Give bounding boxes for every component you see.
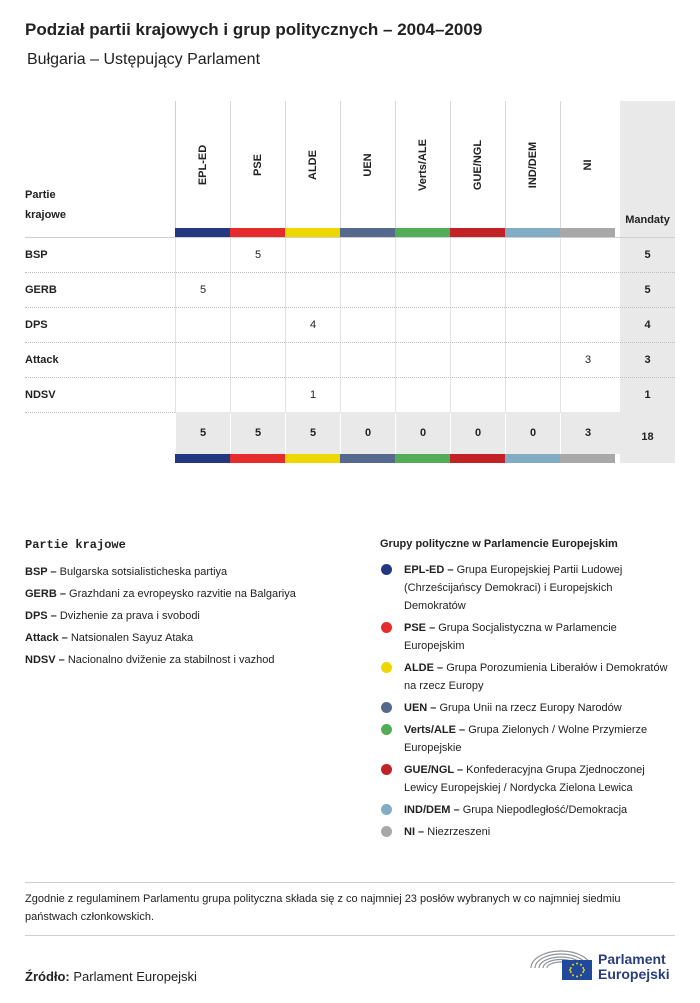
group-code-label: UEN: [362, 153, 374, 177]
group-column-header: [560, 101, 615, 228]
group-full-name: Grupa Niepodległość/Demokracja: [462, 804, 628, 816]
table-row: [25, 342, 675, 377]
table-cell: 4: [285, 308, 340, 343]
group-column-header: [175, 101, 230, 228]
table-cell: [450, 273, 505, 308]
group-color-bar-bottom: [340, 454, 395, 463]
table-cell: [285, 273, 340, 308]
group-color-bar-bottom: [505, 454, 560, 463]
table-cell: [230, 343, 285, 378]
table-cell: [395, 378, 450, 413]
group-code-label: IND/DEM: [527, 141, 539, 189]
party-legend-item: [25, 583, 355, 605]
note-divider-bottom: [25, 935, 675, 936]
group-color-dot-icon: [381, 622, 392, 633]
row-mandates: 5: [644, 284, 651, 296]
logo-text: [598, 952, 670, 982]
table-cell: [450, 238, 505, 273]
parties-header-line2: krajowe: [25, 209, 66, 221]
party-abbr: DPS –: [25, 610, 57, 622]
group-code-label: PSE: [252, 153, 264, 177]
group-abbr: EPL-ED –: [404, 564, 454, 576]
table-row: [25, 272, 675, 307]
group-code-label: ALDE: [307, 150, 319, 180]
group-abbr: IND/DEM –: [404, 804, 460, 816]
table-cell: [560, 378, 615, 413]
party-abbr: BSP –: [25, 566, 57, 578]
table-cell: [340, 343, 395, 378]
group-color-dot-icon: [381, 724, 392, 735]
group-color-dot-icon: [381, 564, 392, 575]
table-cell: [505, 238, 560, 273]
group-color-bar-bottom: [395, 454, 450, 463]
table-cell: [505, 378, 560, 413]
party-abbr: Attack –: [25, 632, 68, 644]
group-abbr: ALDE –: [404, 662, 444, 674]
group-column-header: [505, 101, 560, 228]
group-column-header: [340, 101, 395, 228]
group-abbr: GUE/NGL –: [404, 764, 464, 776]
table-cell: [395, 273, 450, 308]
table-cell: [285, 343, 340, 378]
group-full-name: Grupa Europejskiej Partii Ludowej (Chrześcijańscy Demokraci) i Europejskich Demokratów: [404, 564, 623, 612]
group-full-name: Grupa Unii na rzecz Europy Narodów: [439, 702, 622, 714]
source-label: Źródło:: [25, 969, 70, 984]
group-color-dot-icon: [381, 702, 392, 713]
footnote: Zgodnie z regulaminem Parlamentu grupa polityczna składa się z co najmniej 23 posłów wybranych w co najmniej siedmiu państwach członkowskich.: [25, 893, 621, 923]
table-cell: [560, 238, 615, 273]
group-code-label: Verts/ALE: [417, 139, 429, 191]
groups-legend-title: Grupy polityczne w Parlamencie Europejskim: [380, 538, 618, 550]
group-color-bar-bottom: [450, 454, 505, 463]
grand-total: 18: [641, 431, 654, 443]
group-abbr: UEN –: [404, 702, 437, 714]
row-mandates: 3: [644, 354, 651, 366]
row-mandates: 1: [644, 389, 651, 401]
party-full-name: Natsionalen Sayuz Ataka: [70, 632, 194, 644]
party-legend-item: [25, 627, 355, 649]
group-color-bar-top: [450, 228, 505, 237]
row-mandates: 4: [644, 319, 651, 331]
group-full-name: Niezrzeszeni: [427, 826, 491, 838]
table-cell: [395, 343, 450, 378]
group-code-label: NI: [582, 159, 594, 171]
group-color-dot-icon: [381, 826, 392, 837]
table-cell: [395, 308, 450, 343]
page-title: Podział partii krajowych i grup politycznych – 2004–2009: [25, 20, 483, 39]
table-cell: [175, 238, 230, 273]
table-cell: [340, 378, 395, 413]
table-cell: [340, 273, 395, 308]
party-legend-item: [25, 649, 355, 671]
group-legend-item: [380, 699, 675, 717]
group-full-name: Grupa Porozumienia Liberałów i Demokratów na rzecz Europy: [404, 662, 668, 692]
totals-divider: [25, 412, 175, 413]
row-mandates: 5: [644, 249, 651, 261]
group-legend-item: [380, 801, 675, 819]
page-subtitle: Bułgaria – Ustępujący Parlament: [27, 51, 261, 68]
table-cell: [505, 308, 560, 343]
group-legend-item: [380, 761, 675, 797]
party-abbr: GERB –: [25, 588, 66, 600]
group-legend-item: [380, 659, 675, 695]
party-full-name: Dvizhenie za prava i svobodi: [59, 610, 200, 622]
table-cell: [450, 308, 505, 343]
column-total: 5: [175, 412, 230, 454]
party-name: NDSV: [25, 389, 56, 401]
parties-header-line1: Partie: [25, 189, 56, 201]
table-row: [25, 237, 675, 272]
table-row: [25, 377, 675, 412]
group-color-bar-top: [395, 228, 450, 237]
groups-legend: [380, 538, 675, 845]
table-cell: 1: [285, 378, 340, 413]
group-column-header: [285, 101, 340, 228]
table-row: [25, 307, 675, 342]
table-cell: [340, 238, 395, 273]
party-name: Attack: [25, 354, 59, 366]
parties-legend-title: Partie krajowe: [25, 538, 126, 552]
group-column-header: [395, 101, 450, 228]
table-cell: [175, 378, 230, 413]
party-full-name: Grazhdani za evropeysko razvitie na Balgariya: [69, 588, 296, 600]
group-full-name: Grupa Zielonych / Wolne Przymierze Europejskie: [404, 724, 648, 754]
group-color-dot-icon: [381, 662, 392, 673]
table-cell: [505, 273, 560, 308]
table-cell: 5: [175, 273, 230, 308]
party-name: BSP: [25, 249, 48, 261]
table-cell: [285, 238, 340, 273]
column-total: 0: [450, 412, 505, 454]
party-name: GERB: [25, 284, 57, 296]
table-cell: [230, 273, 285, 308]
table-cell: [175, 308, 230, 343]
group-color-dot-icon: [381, 804, 392, 815]
table-cell: [175, 343, 230, 378]
logo-line1: Parlament: [598, 951, 666, 967]
group-legend-item: [380, 619, 675, 655]
group-code-label: EPL-ED: [197, 144, 209, 186]
group-column-header: [230, 101, 285, 228]
logo-line2: Europejski: [598, 966, 670, 982]
note-divider-top: [25, 882, 675, 883]
column-total: 5: [285, 412, 340, 454]
source-line: [25, 969, 197, 984]
group-abbr: PSE –: [404, 622, 436, 634]
group-color-bar-top: [505, 228, 560, 237]
distribution-table: [25, 101, 675, 463]
party-legend-item: [25, 605, 355, 627]
group-color-bar-bottom: [175, 454, 230, 463]
group-color-bar-bottom: [285, 454, 340, 463]
group-color-bar-top: [175, 228, 230, 237]
party-full-name: Bulgarska sotsialisticheska partiya: [59, 566, 228, 578]
party-name: DPS: [25, 319, 48, 331]
column-total: 0: [395, 412, 450, 454]
group-color-bar-top: [230, 228, 285, 237]
group-abbr: NI –: [404, 826, 425, 838]
column-total: 0: [505, 412, 560, 454]
group-color-bar-top: [560, 228, 615, 237]
group-legend-item: [380, 721, 675, 757]
table-cell: [395, 238, 450, 273]
table-cell: [450, 378, 505, 413]
table-cell: [450, 343, 505, 378]
group-abbr: Verts/ALE –: [404, 724, 466, 736]
table-cell: [560, 273, 615, 308]
table-cell: [505, 343, 560, 378]
group-color-bar-top: [285, 228, 340, 237]
table-cell: [230, 308, 285, 343]
parties-legend: [25, 538, 355, 671]
party-abbr: NDSV –: [25, 654, 65, 666]
column-total: 0: [340, 412, 395, 454]
group-full-name: Grupa Socjalistyczna w Parlamencie Europejskim: [404, 622, 617, 652]
group-color-bar-bottom: [230, 454, 285, 463]
table-cell: [560, 308, 615, 343]
group-column-header: [450, 101, 505, 228]
group-full-name: Konfederacyjna Grupa Zjednoczonej Lewicy Europejskiej / Nordycka Zielona Lewica: [404, 764, 645, 794]
group-legend-item: [380, 823, 675, 841]
table-cell: 5: [230, 238, 285, 273]
mandates-header: Mandaty: [625, 214, 670, 226]
group-code-label: GUE/NGL: [472, 139, 484, 191]
party-full-name: Nacionalno dviženie za stabilnost i vazhod: [67, 654, 275, 666]
party-legend-item: [25, 561, 355, 583]
group-color-bar-bottom: [560, 454, 615, 463]
source-value: Parlament Europejski: [73, 969, 197, 984]
table-cell: [230, 378, 285, 413]
group-color-bar-top: [340, 228, 395, 237]
column-total: 3: [560, 412, 615, 454]
group-color-dot-icon: [381, 764, 392, 775]
table-cell: 3: [560, 343, 615, 378]
group-legend-item: [380, 561, 675, 615]
table-cell: [340, 308, 395, 343]
column-total: 5: [230, 412, 285, 454]
